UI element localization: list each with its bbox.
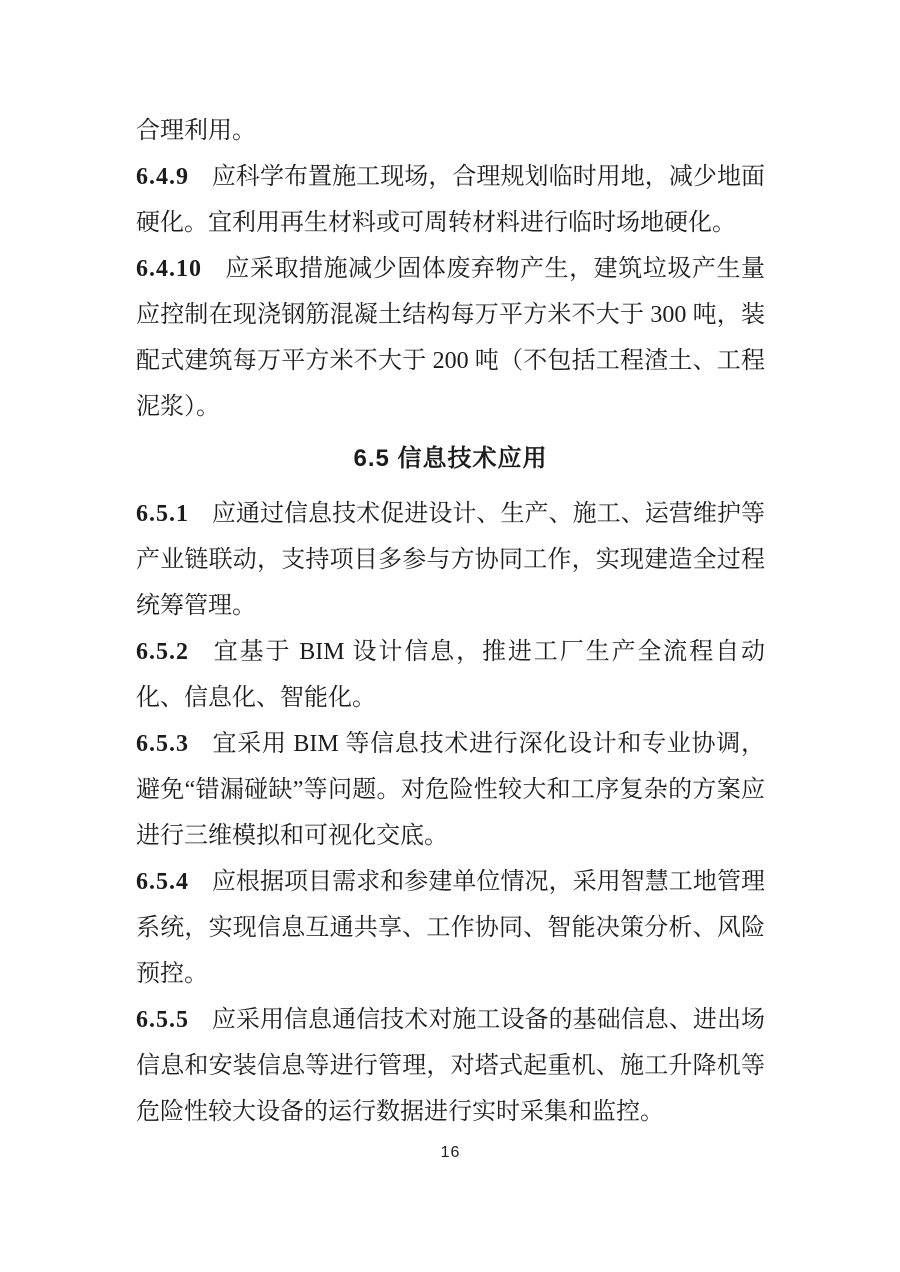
clause-number: 6.5.2 xyxy=(136,639,189,665)
clause-number: 6.5.4 xyxy=(136,869,189,895)
clause-text: 应采用信息通信技术对施工设备的基础信息、进出场信息和安装信息等进行管理，对塔式起重机、施工升降机等危险性较大设备的运行数据进行实时采集和监控。 xyxy=(136,1007,765,1125)
paragraph-continuation-text: 合理利用。 xyxy=(136,118,256,144)
paragraph-continuation xyxy=(136,108,765,154)
page-number: 16 xyxy=(440,1144,461,1161)
clause-6-5-3 xyxy=(136,721,765,859)
clause-number: 6.4.9 xyxy=(136,164,189,190)
clause-number: 6.5.1 xyxy=(136,501,189,527)
clause-text: 应通过信息技术促进设计、生产、施工、运营维护等产业链联动，支持项目多参与方协同工作，实现建造全过程统筹管理。 xyxy=(136,501,765,619)
clause-text: 应科学布置施工现场，合理规划临时用地，减少地面硬化。宜利用再生材料或可周转材料进行临时场地硬化。 xyxy=(136,164,765,236)
section-heading: 6.5 信息技术应用 xyxy=(353,445,548,472)
clause-6-5-1 xyxy=(136,491,765,629)
clause-6-5-5 xyxy=(136,997,765,1135)
clause-number: 6.4.10 xyxy=(136,256,202,282)
clause-number: 6.5.5 xyxy=(136,1007,189,1033)
clause-number: 6.5.3 xyxy=(136,731,189,757)
clause-text: 宜基于 BIM 设计信息，推进工厂生产全流程自动化、信息化、智能化。 xyxy=(136,639,765,711)
clause-6-4-10 xyxy=(136,246,765,430)
clause-6-5-4 xyxy=(136,859,765,997)
clause-text: 应根据项目需求和参建单位情况，采用智慧工地管理系统，实现信息互通共享、工作协同、智能决策分析、风险预控。 xyxy=(136,869,765,987)
clause-6-4-9 xyxy=(136,154,765,246)
clause-6-5-2 xyxy=(136,629,765,721)
clause-text: 宜采用 BIM 等信息技术进行深化设计和专业协调，避免“错漏碰缺”等问题。对危险性较大和工序复杂的方案应进行三维模拟和可视化交底。 xyxy=(136,731,765,849)
clause-text: 应采取措施减少固体废弃物产生，建筑垃圾产生量应控制在现浇钢筋混凝土结构每万平方米不大于 300 吨，装配式建筑每万平方米不大于 200 吨（不包括工程渣土、工程泥浆）。 xyxy=(136,256,765,420)
